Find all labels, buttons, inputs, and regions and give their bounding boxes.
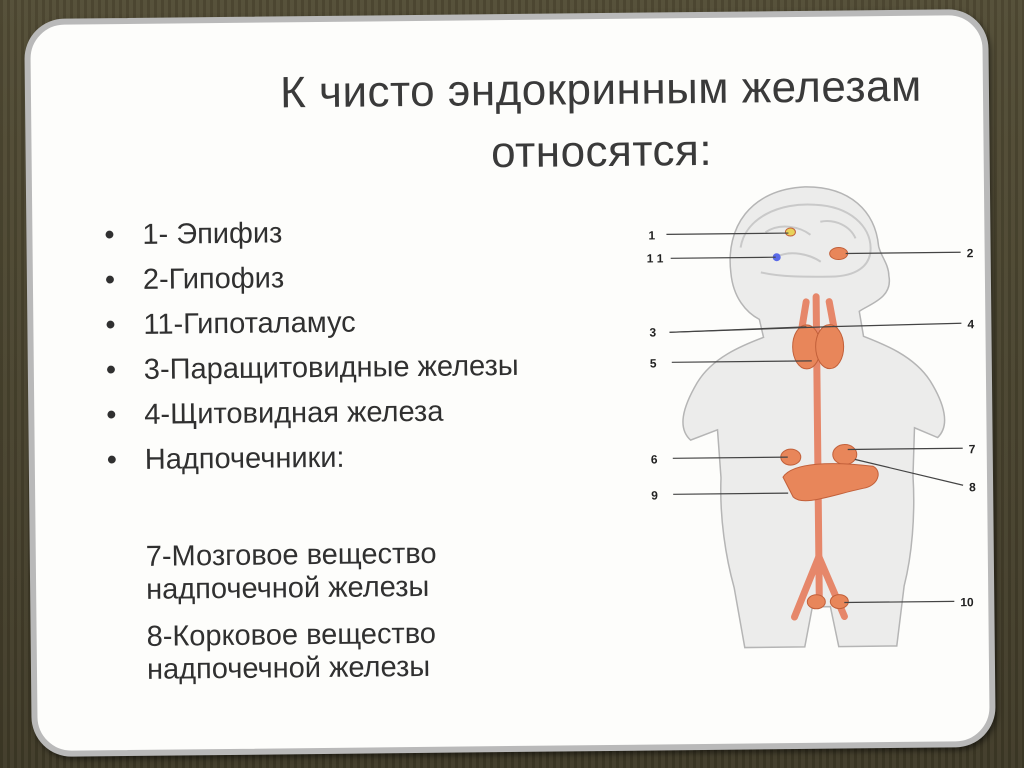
label-6: 6: [650, 452, 658, 467]
label-5: 5: [649, 356, 657, 371]
bullet-hypothalamus: • 11-Гипоталамус: [105, 305, 545, 343]
label-3: 3: [649, 325, 657, 340]
label-2: 2: [966, 246, 974, 261]
bullet-hypophysis: • 2-Гипофиз: [105, 260, 545, 298]
subitem-medulla: 7-Мозговое вещество надпочечной железы: [145, 537, 437, 606]
label-11: 1 1: [646, 251, 664, 266]
label-8: 8: [969, 480, 976, 495]
slide-title: К чисто эндокринным железам относятся:: [279, 61, 922, 178]
bullet-epiphysis: • 1- Эпифиз: [104, 215, 544, 253]
bullet-adrenals: • Надпочечники:: [107, 440, 547, 478]
bullet-parathyroid: • 3-Паращитовидные железы: [106, 350, 546, 388]
endocrine-diagram: [630, 175, 1015, 669]
adrenal-subitems: [116, 537, 538, 701]
slide-card: [24, 9, 996, 757]
bullet-list: [104, 215, 547, 490]
label-4: 4: [967, 317, 975, 332]
label-7: 7: [968, 442, 976, 457]
label-9: 9: [651, 488, 658, 503]
bullet-thyroid: • 4-Щитовидная железа: [106, 395, 546, 433]
body-silhouette: [680, 185, 946, 648]
label-1: 1: [648, 228, 656, 243]
subitem-cortex: 8-Корковое вещество надпочечной железы: [146, 617, 437, 686]
label-10: 10: [960, 595, 974, 610]
